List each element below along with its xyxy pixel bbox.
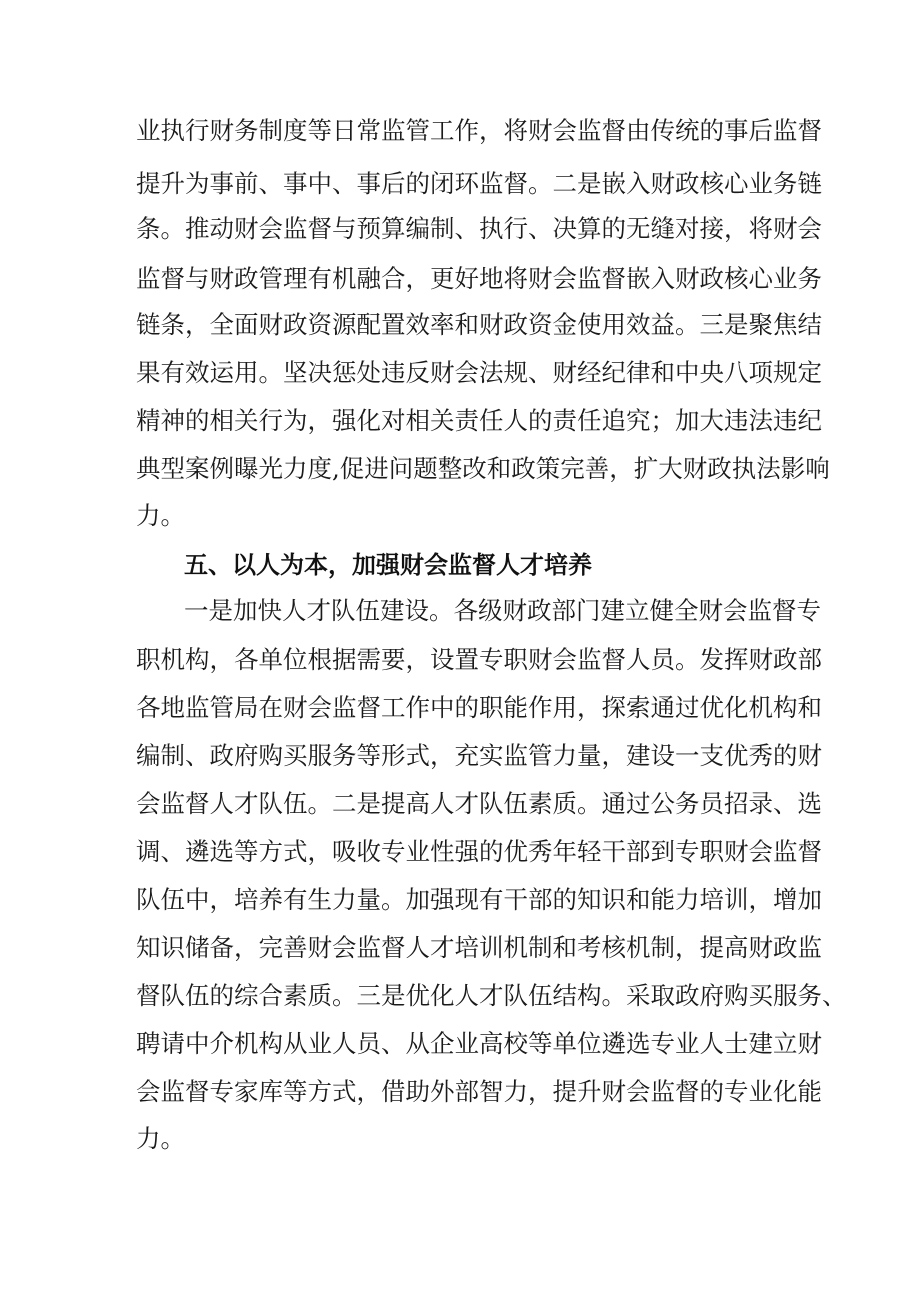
paragraph-line: 果有效运用。坚决惩处违反财会法规、财经纪律和中央八项规定	[136, 358, 822, 387]
paragraph-line: 精神的相关行为，强化对相关责任人的责任追究；加大违法违纪	[136, 406, 822, 435]
paragraph-line: 会监督人才队伍。二是提高人才队伍素质。通过公务员招录、选	[136, 789, 822, 818]
paragraph-line: 队伍中，培养有生力量。加强现有干部的知识和能力培训，增加	[136, 885, 822, 914]
paragraph-line: 监督与财政管理有机融合，更好地将财会监督嵌入财政核心业务	[136, 264, 822, 293]
paragraph-line: 职机构，各单位根据需要，设置专职财会监督人员。发挥财政部	[136, 645, 822, 674]
paragraph-line: 提升为事前、事中、事后的闭环监督。二是嵌入财政核心业务链	[136, 169, 822, 198]
paragraph-line: 聘请中介机构从业人员、从企业高校等单位遴选专业人士建立财	[136, 1029, 822, 1058]
section-heading: 五、以人为本，加强财会监督人才培养	[184, 551, 592, 579]
paragraph-line: 会监督专家库等方式，借助外部智力，提升财会监督的专业化能	[136, 1077, 822, 1106]
paragraph-line: 知识储备，完善财会监督人才培训机制和考核机制，提高财政监	[136, 933, 822, 962]
paragraph-line: 调、遴选等方式，吸收专业性强的优秀年轻干部到专职财会监督	[136, 837, 822, 866]
paragraph-line: 链条，全面财政资源配置效率和财政资金使用效益。三是聚焦结	[136, 310, 822, 339]
paragraph-line: 力。	[136, 1124, 185, 1153]
paragraph-line: 编制、政府购买服务等形式，充实监管力量，建设一支优秀的财	[136, 741, 822, 770]
paragraph-line: 一是加快人才队伍建设。各级财政部门建立健全财会监督专	[184, 596, 821, 625]
paragraph-line: 力。	[136, 501, 185, 530]
paragraph-line: 典型案例曝光力度,促进问题整改和政策完善，扩大财政执法影响	[136, 454, 830, 483]
paragraph-line: 督队伍的综合素质。三是优化人才队伍结构。采取政府购买服务、	[136, 981, 847, 1010]
paragraph-line: 业执行财务制度等日常监管工作，将财会监督由传统的事后监督	[136, 116, 822, 145]
paragraph-line: 条。推动财会监督与预算编制、执行、决算的无缝对接，将财会	[136, 214, 822, 243]
paragraph-line: 各地监管局在财会监督工作中的职能作用，探索通过优化机构和	[136, 693, 822, 722]
